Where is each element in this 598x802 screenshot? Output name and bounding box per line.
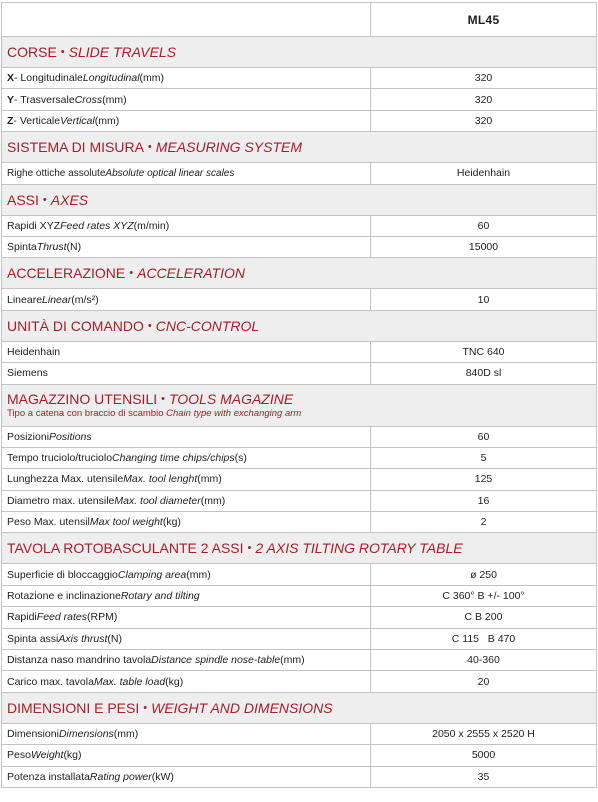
label-en: Distance spindle nose-table: [151, 654, 281, 667]
section-tilting-rotary-table: TAVOLA ROTOBASCULANTE 2 ASSI • 2 AXIS TILTING ROTARY TABLE: [2, 532, 596, 563]
label-en: Changing time chips/chips: [112, 452, 235, 465]
row-linear-acceleration: [2, 288, 596, 309]
value-cell: TNC 640: [462, 345, 505, 358]
label-en: Thrust: [36, 241, 67, 254]
label-en: Max tool weight: [89, 516, 163, 529]
table-header-row: [2, 3, 596, 36]
label-unit: (mm): [139, 72, 165, 85]
label-unit: (N): [107, 632, 122, 645]
section-title-en: AXES: [50, 191, 89, 208]
value-cell: Heidenhain: [456, 167, 511, 180]
value-cell: 320: [474, 114, 493, 127]
axis-key: X: [7, 72, 15, 85]
label-it: Spinta assi: [7, 632, 59, 645]
label-it: Rotazione e inclinazione: [7, 590, 121, 603]
section-title-it: ACCELERAZIONE: [7, 265, 126, 282]
label-it: Carico max. tavola: [7, 675, 94, 688]
section-axes: ASSI • AXES: [2, 184, 596, 215]
section-subtitle-en: Chain type with exchanging arm: [166, 408, 302, 420]
label-it: Rapidi: [7, 611, 37, 624]
label-en: Longitudinal: [82, 72, 140, 85]
label-unit: (kg): [165, 675, 184, 688]
label-it: Heidenhain: [7, 345, 61, 358]
section-title-it: DIMENSIONI E PESI: [7, 699, 140, 716]
section-cnc-control: UNITÀ DI COMANDO • CNC-CONTROL: [2, 310, 596, 341]
label-en: Clamping area: [117, 568, 187, 581]
label-it: Superficie di bloccaggio: [7, 568, 118, 581]
label-unit: (m/min): [133, 219, 170, 232]
label-it: - Longitudinale: [14, 72, 83, 85]
label-it: Distanza naso mandrino tavola: [7, 654, 152, 667]
label-it: Peso Max. utensil: [7, 516, 90, 529]
label-it: Potenza installata: [7, 770, 90, 783]
section-title-en: SLIDE TRAVELS: [68, 44, 177, 60]
section-title-en: WEIGHT AND DIMENSIONS: [151, 699, 333, 716]
section-measuring-system: SISTEMA DI MISURA • MEASURING SYSTEM: [2, 131, 596, 162]
value-cell: 60: [477, 219, 490, 232]
label-en: Axis thrust: [58, 632, 108, 645]
label-it: - Verticale: [13, 114, 61, 127]
label-unit: (kg): [162, 516, 181, 529]
label-en: Feed rates XYZ: [60, 219, 134, 232]
label-unit: (mm): [280, 654, 305, 667]
label-en: Cross: [74, 93, 103, 106]
section-subtitle-it: Tipo a catena con braccio di scambio: [7, 408, 164, 420]
value-cell: 35: [477, 770, 490, 783]
label-en: Linear: [42, 293, 72, 306]
row-positions: [2, 426, 596, 447]
section-title-it: TAVOLA ROTOBASCULANTE 2 ASSI: [7, 540, 244, 557]
label-unit: (mm): [94, 114, 120, 127]
value-cell: 15000: [468, 241, 499, 254]
value-cell: 10: [477, 293, 490, 306]
row-z-travel: [2, 110, 596, 131]
label-it: Spinta: [7, 241, 37, 254]
section-title-en: ACCELERATION: [137, 265, 245, 282]
row-rotary-tilting: [2, 585, 596, 606]
label-it: Lineare: [7, 293, 43, 306]
header-blank-cell: [2, 3, 371, 36]
section-tools-magazine: MAGAZZINO UTENSILI • TOOLS MAGAZINE Tipo a catena con braccio di scambio Chain type with exchanging arm: [2, 384, 596, 426]
value-cell: 16: [477, 494, 490, 507]
value-cell: 5000: [471, 749, 496, 762]
label-en: Max. table load: [93, 675, 166, 688]
row-rapids: [2, 215, 596, 236]
label-en: Weight: [30, 749, 64, 762]
value-cell: 2: [480, 516, 487, 529]
row-feed-rates-rpm: [2, 606, 596, 627]
label-en: Dimensions: [58, 728, 114, 740]
value-cell: ø 250: [470, 568, 497, 581]
value-cell: 320: [474, 93, 493, 106]
value-cell: 320: [474, 72, 493, 85]
section-title-it: UNITÀ DI COMANDO: [7, 317, 144, 334]
section-slide-travels: CORSE • SLIDE TRAVELS: [2, 36, 596, 67]
section-title-it: CORSE: [7, 44, 57, 60]
label-it: Peso: [7, 749, 31, 762]
section-title-en: MEASURING SYSTEM: [155, 139, 303, 156]
label-unit: (mm): [197, 473, 222, 486]
value-cell: 40-360: [467, 654, 500, 667]
label-unit: (s): [234, 452, 247, 465]
label-unit: (mm): [200, 494, 226, 507]
label-it: Siemens: [7, 367, 48, 380]
label-it: Tempo truciolo/truciolo: [7, 452, 113, 465]
row-tool-diameter: [2, 490, 596, 511]
label-it: Dimensioni: [7, 728, 59, 740]
row-weight: [2, 744, 596, 765]
label-it: Righe ottiche assolute: [7, 167, 106, 179]
label-unit: (kW): [151, 770, 174, 783]
value-cell: 20: [477, 675, 490, 688]
label-it: Diametro max. utensile: [7, 494, 115, 507]
value-cell: C 115 B 470: [451, 632, 516, 645]
row-tool-length: [2, 468, 596, 489]
label-en: Max. tool diameter: [114, 494, 201, 507]
row-axis-thrust: [2, 628, 596, 649]
label-it: Lunghezza Max. utensile: [7, 473, 124, 486]
section-weight-dimensions: DIMENSIONI E PESI • WEIGHT AND DIMENSIONS: [2, 692, 596, 723]
label-unit: (RPM): [86, 611, 118, 624]
section-acceleration: ACCELERAZIONE • ACCELERATION: [2, 257, 596, 288]
section-title-en: 2 AXIS TILTING ROTARY TABLE: [255, 540, 463, 557]
label-unit: (kg): [63, 749, 82, 762]
axis-key: Y: [7, 93, 15, 106]
row-siemens: [2, 362, 596, 383]
label-en: Max. tool lenght: [123, 473, 198, 486]
row-y-travel: [2, 88, 596, 109]
label-it: Posizioni: [7, 430, 50, 443]
row-spindle-nose-distance: [2, 649, 596, 670]
label-unit: (mm): [186, 568, 211, 581]
label-it: Rapidi XYZ: [7, 219, 61, 232]
section-title-en: CNC-CONTROL: [155, 317, 260, 334]
row-clamping-area: [2, 563, 596, 584]
section-title-it: SISTEMA DI MISURA: [7, 139, 144, 156]
row-tool-weight: [2, 511, 596, 532]
section-title-it: ASSI: [7, 191, 39, 208]
value-cell: 840D sl: [465, 367, 502, 380]
label-en: Positions: [49, 430, 92, 443]
label-en: Rating power: [89, 770, 152, 783]
value-cell: 5: [480, 452, 487, 465]
value-cell: 60: [477, 430, 490, 443]
label-unit: (mm): [102, 93, 127, 106]
section-title-en: TOOLS MAGAZINE: [168, 391, 294, 408]
spec-table: [1, 2, 597, 788]
label-unit: (N): [66, 241, 82, 254]
label-unit: (mm): [113, 728, 139, 740]
row-rating-power: [2, 766, 596, 787]
row-thrust: [2, 236, 596, 257]
label-it: - Trasversale: [14, 93, 75, 106]
model-column-header: ML45: [467, 12, 500, 27]
label-en: Absolute optical linear scales: [105, 167, 235, 179]
row-table-load: [2, 670, 596, 691]
value-cell: C 360° B +/- 100°: [442, 590, 525, 603]
row-linear-scales: [2, 162, 596, 183]
row-dimensions: [2, 723, 596, 744]
label-en: Vertical: [60, 114, 95, 127]
row-changing-time: [2, 447, 596, 468]
value-cell: C B 200: [464, 611, 503, 624]
value-cell: 2050 x 2555 x 2520 H: [432, 728, 535, 740]
value-cell: 125: [474, 473, 493, 486]
label-en: Rotary and tilting: [120, 590, 200, 603]
row-heidenhain: [2, 341, 596, 362]
label-unit: (m/s²): [71, 293, 99, 306]
row-x-travel: [2, 67, 596, 88]
label-en: Feed rates: [36, 611, 87, 624]
section-title-it: MAGAZZINO UTENSILI: [7, 391, 158, 408]
axis-key: Z: [7, 114, 14, 127]
